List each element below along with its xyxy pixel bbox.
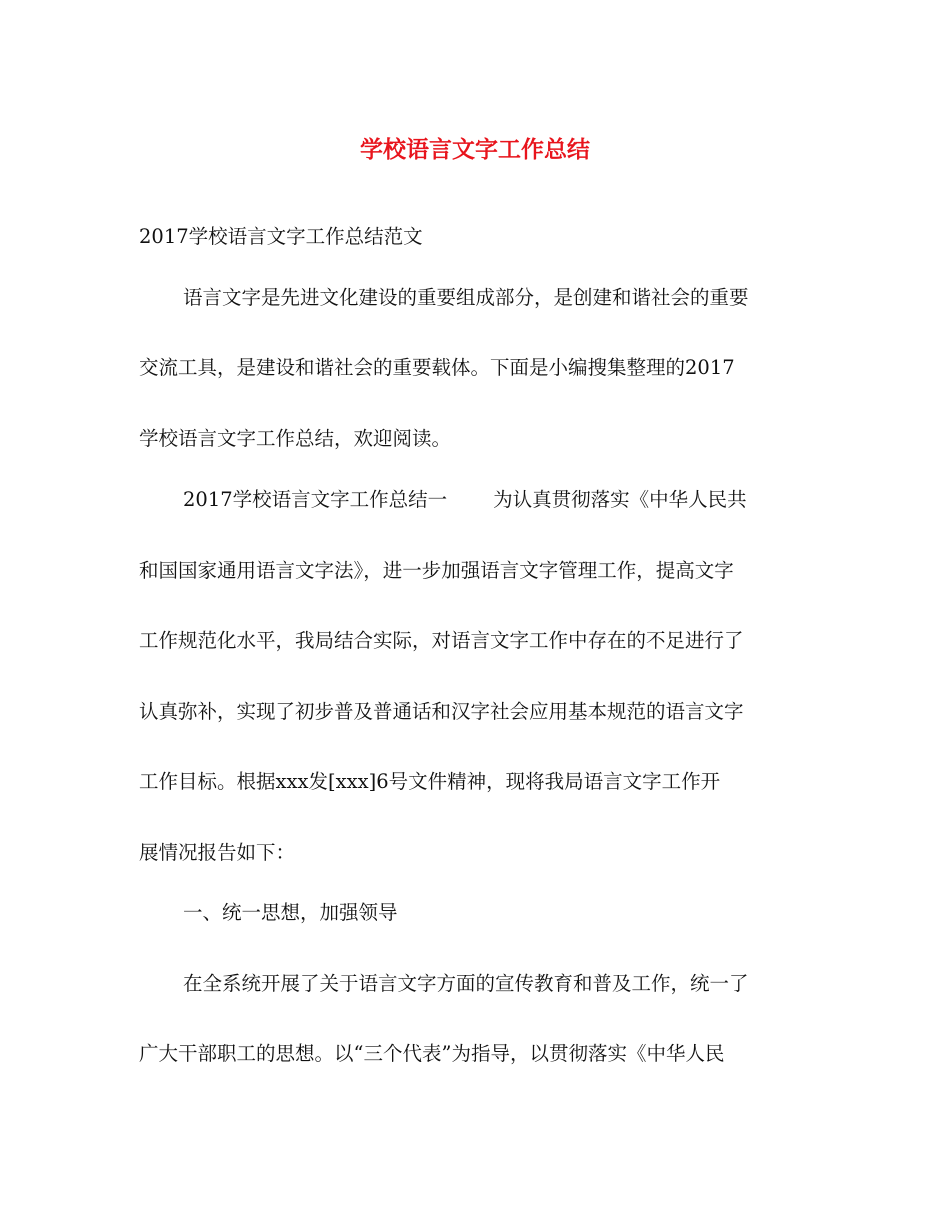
- paragraph-text: 为认真贯彻落实《中华人民共: [493, 488, 747, 511]
- paragraph-line: 广大干部职工的思想。以“三个代表”为指导，以贯彻落实《中华人民: [139, 1042, 725, 1065]
- paragraph-line: 工作规范化水平，我局结合实际，对语言文字工作中存在的不足进行了: [139, 629, 744, 652]
- paragraph-line: 和国国家通用语言文字法》，进一步加强语言文字管理工作，提高文字: [139, 559, 734, 582]
- section-heading: 一、统一思想，加强领导: [183, 901, 398, 924]
- document-title: 学校语言文字工作总结: [360, 136, 590, 163]
- paragraph-line: 工作目标。根据xxx发[xxx]6号文件精神，现将我局语言文字工作开: [139, 770, 721, 793]
- paragraph-line: 学校语言文字工作总结，欢迎阅读。: [139, 427, 452, 450]
- paragraph-line: 展情况报告如下：: [139, 841, 296, 864]
- paragraph-line: 语言文字是先进文化建设的重要组成部分，是创建和谐社会的重要: [183, 286, 749, 309]
- section-heading: 2017学校语言文字工作总结一: [183, 488, 448, 511]
- paragraph-line: 认真弥补，实现了初步普及普通话和汉字社会应用基本规范的语言文字: [139, 700, 744, 723]
- paragraph-line: [183, 485, 747, 515]
- paragraph-line: 在全系统开展了关于语言文字方面的宣传教育和普及工作，统一了: [183, 972, 749, 995]
- paragraph-line: 交流工具，是建设和谐社会的重要载体。下面是小编搜集整理的2017: [139, 356, 735, 379]
- document-subtitle: 2017学校语言文字工作总结范文: [139, 225, 423, 248]
